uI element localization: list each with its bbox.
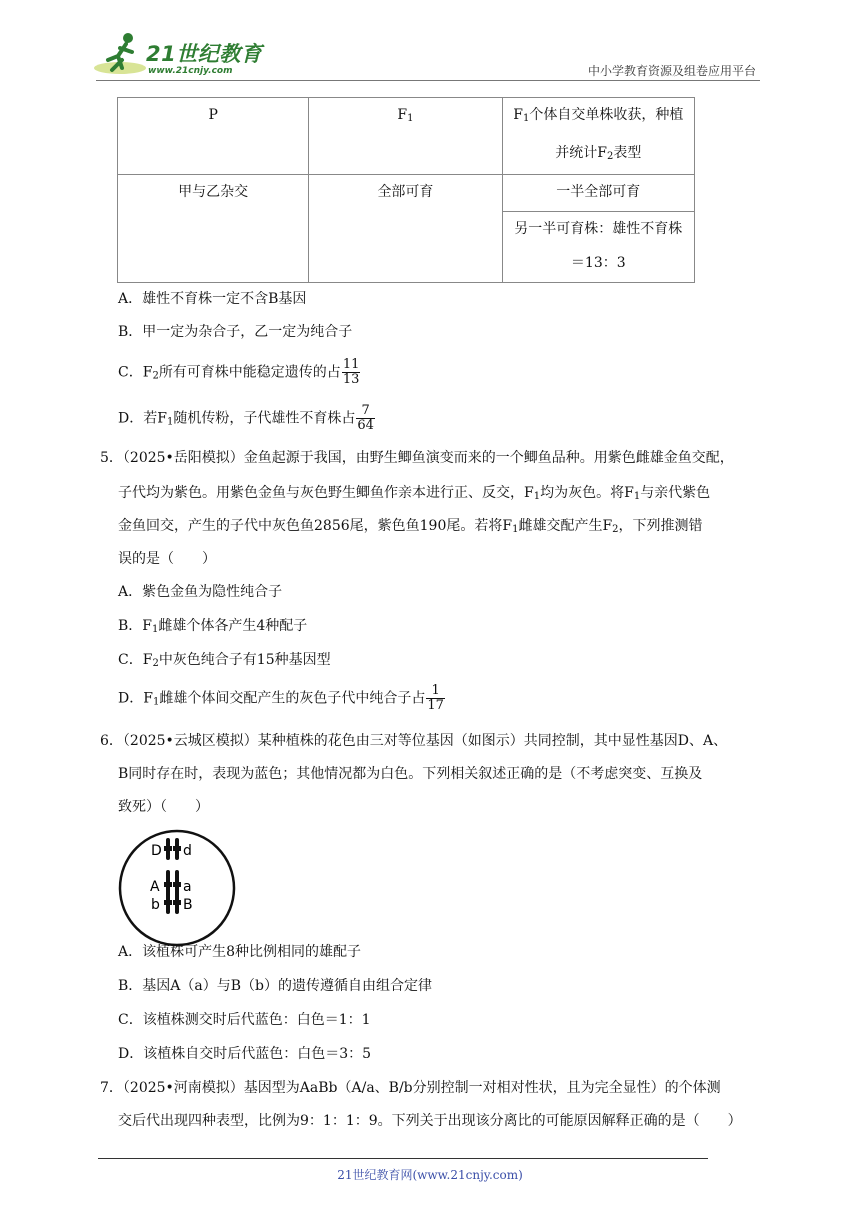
table-header-f1: $F_1$ bbox=[309, 98, 502, 175]
q5-stem-line2: 子代均为紫色。用紫色金鱼与灰色野生鲫鱼作亲本进行正、反交，$F_1$均为灰色。将$F_1$与亲代紫色 bbox=[118, 485, 711, 502]
table-header-f2: $F_1$个体自交单株收获，种植 并统计$F_2$表型 bbox=[502, 98, 694, 175]
fraction: $\frac{1}{17}$ bbox=[427, 683, 444, 713]
logo-url: www.21cnjy.com bbox=[148, 66, 233, 76]
chromosome-diagram bbox=[117, 828, 237, 948]
q4-option-b: B．甲一定为杂合子，乙一定为纯合子 bbox=[118, 324, 353, 340]
genetics-table bbox=[117, 97, 695, 283]
q6-stem-line3: 致死）（ ） bbox=[118, 799, 209, 815]
q6-stem-line1: 6．（2025•云城区模拟）某种植株的花色由三对等位基因（如图示）共同控制，其中显性基因D、A、 bbox=[100, 733, 728, 749]
q6-option-a: A．该植株可产生8种比例相同的雄配子 bbox=[118, 944, 362, 960]
gene-b-label: b bbox=[151, 897, 160, 913]
table-row bbox=[118, 175, 695, 212]
q6-stem-line2: B同时存在时，表现为蓝色；其他情况都为白色。下列相关叙述正确的是（不考虑突变、互换及 bbox=[118, 766, 703, 782]
footer-divider bbox=[98, 1158, 708, 1159]
fraction: $\frac{7}{64}$ bbox=[357, 403, 374, 433]
q6-option-b: B．基因A（a）与B（b）的遗传遵循自由组合定律 bbox=[118, 978, 432, 994]
q5-option-b: B．$F_1$雌雄个体各产生4种配子 bbox=[118, 618, 308, 635]
gene-B-label: B bbox=[183, 897, 193, 913]
q4-option-c: C．$F_2$所有可育株中能稳定遗传的占 $\frac{11}{13}$ bbox=[118, 357, 360, 387]
fraction: $\frac{11}{13}$ bbox=[342, 357, 360, 387]
gene-A-label: A bbox=[150, 879, 160, 895]
table-cell-f2-other: 另一半可育株：雄性不育株 ＝13：3 bbox=[502, 212, 694, 283]
q5-stem-line4: 误的是（ ） bbox=[118, 551, 216, 567]
table-header-p: P bbox=[118, 98, 309, 175]
q4-option-a: A．雄性不育株一定不含B基因 bbox=[118, 291, 307, 307]
header-divider bbox=[96, 80, 760, 81]
gene-d-label: d bbox=[183, 843, 192, 859]
q5-stem-line1: 5．（2025•岳阳模拟）金鱼起源于我国，由野生鲫鱼演变而来的一个鲫鱼品种。用紫色雌雄金鱼交配， bbox=[100, 450, 734, 466]
q5-option-d: D．$F_1$雌雄个体间交配产生的灰色子代中纯合子占 $\frac{1}{17}$ bbox=[118, 683, 444, 713]
platform-title: 中小学教育资源及组卷应用平台 bbox=[587, 64, 756, 78]
gene-a-label: a bbox=[183, 879, 192, 895]
q4-option-d: D．若$F_1$随机传粉，子代雄性不育株占 $\frac{7}{64}$ bbox=[118, 403, 374, 433]
page-header bbox=[0, 0, 860, 86]
q5-option-a: A．紫色金鱼为隐性纯合子 bbox=[118, 584, 283, 600]
table-cell-f2-half: 一半全部可育 bbox=[502, 175, 694, 212]
q6-option-d: D．该植株自交时后代蓝色：白色＝3：5 bbox=[118, 1046, 372, 1062]
table-cell-p: 甲与乙杂交 bbox=[118, 175, 309, 283]
table-cell-f1: 全部可育 bbox=[309, 175, 502, 283]
q7-stem-line1: 7．（2025•河南模拟）基因型为AaBb（A/a、B/b分别控制一对相对性状，且为完全显性）的个体测 bbox=[100, 1080, 721, 1096]
footer-text: 21世纪教育网(www.21cnjy.com) bbox=[337, 1168, 523, 1182]
gene-D-label: D bbox=[151, 843, 162, 859]
logo-text: 21世纪教育 bbox=[146, 42, 263, 66]
q7-stem-line2: 交后代出现四种表型，比例为9：1：1：9。下列关于出现该分离比的可能原因解释正确的是（ ） bbox=[118, 1113, 742, 1129]
table-header-row bbox=[118, 98, 695, 175]
q6-option-c: C．该植株测交时后代蓝色：白色＝1：1 bbox=[118, 1012, 371, 1028]
q5-option-c: C．$F_2$中灰色纯合子有15种基因型 bbox=[118, 652, 331, 669]
q5-stem-line3: 金鱼回交，产生的子代中灰色鱼2856尾，紫色鱼190尾。若将$F_1$雌雄交配产生$F_2$，下列推测错 bbox=[118, 518, 703, 535]
